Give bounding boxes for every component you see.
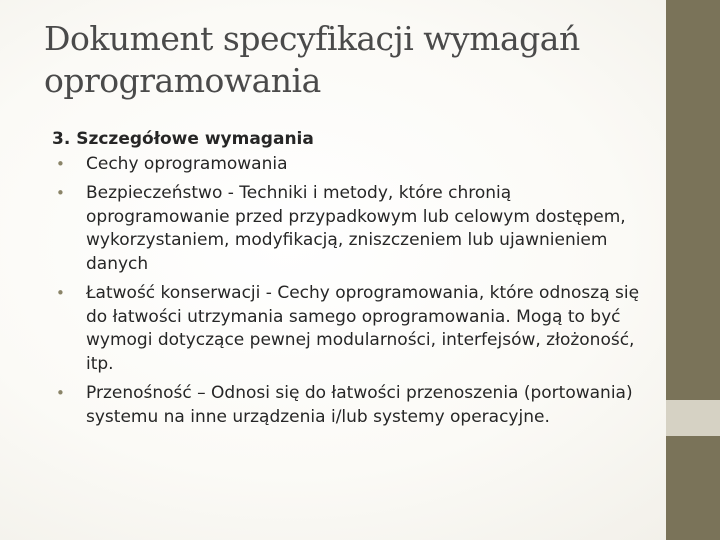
slide-content xyxy=(52,128,646,435)
bullet-icon: • xyxy=(56,154,65,173)
slide-title: Dokument specyfikacji wymagań oprogramowania xyxy=(44,19,580,100)
bullet-text: Łatwość konserwacji - Cechy oprogramowania, które odnoszą się do łatwości utrzymania samego oprogramowania. Mogą to być wymogi dotyczące pewnej modularności, interfejsów, złożoność, itp. xyxy=(86,283,640,374)
bullet-item xyxy=(56,282,646,376)
side-decoration-accent xyxy=(666,400,720,436)
section-heading: 3. Szczegółowe wymagania xyxy=(52,129,314,149)
bullet-text: Bezpieczeństwo - Techniki i metody, które chronią oprogramowanie przed przypadkowym lub celowym dostępem, wykorzystaniem, modyfikacją, zniszczeniem lub ujawnieniem danych xyxy=(86,183,626,274)
bullet-item xyxy=(56,382,646,429)
bullet-text: Przenośność – Odnosi się do łatwości przenoszenia (portowania) systemu na inne urządzenia i/lub systemy operacyjne. xyxy=(86,383,633,427)
bullet-text: Cechy oprogramowania xyxy=(86,153,288,174)
bullet-icon: • xyxy=(56,284,65,302)
bullet-item xyxy=(56,153,646,177)
bullet-item xyxy=(56,182,646,276)
bullet-list xyxy=(56,153,646,430)
bullet-icon: • xyxy=(56,184,65,202)
bullet-icon: • xyxy=(56,384,65,402)
side-decoration-bar xyxy=(666,0,720,540)
